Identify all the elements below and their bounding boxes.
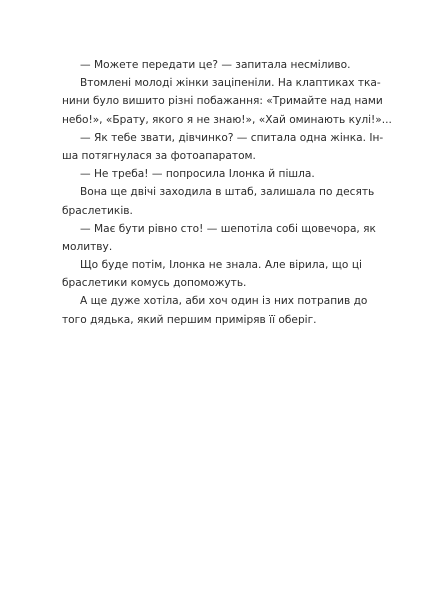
text-line: браслетиків.: [62, 204, 133, 217]
text-line: Що буде потім, Ілонка не знала. Але вірила, що ці: [80, 259, 362, 272]
text-line: того дядька, який першим приміряв її оберіг.: [62, 313, 317, 326]
text-line: Втомлені молоді жінки заціпеніли. На клаптиках тка-: [80, 77, 381, 90]
text-line: — Як тебе звати, дівчинко? — спитала одна жінка. Ін-: [80, 131, 384, 144]
text-line: — Не треба! — попросила Ілонка й пішла.: [80, 168, 315, 181]
text-line: молитву.: [62, 240, 113, 253]
text-line: небо!», «Брату, якого я не знаю!», «Хай оминають кулі!»...: [62, 113, 392, 126]
text-line: — Має бути рівно сто! — шепотіла собі щовечора, як: [80, 222, 376, 235]
text-line: А ще дуже хотіла, аби хоч один із них потрапив до: [80, 295, 368, 308]
text-line: браслетики комусь допоможуть.: [62, 277, 247, 290]
text-line: — Можете передати це? — запитала несміливо.: [80, 59, 351, 71]
text-line: нини було вишито різні побажання: «Тримайте над нами: [62, 95, 383, 108]
text-line: ша потягнулася за фотоапаратом.: [62, 149, 256, 162]
body-text: [62, 56, 392, 329]
text-line: Вона ще двічі заходила в штаб, залишала по десять: [80, 186, 375, 199]
